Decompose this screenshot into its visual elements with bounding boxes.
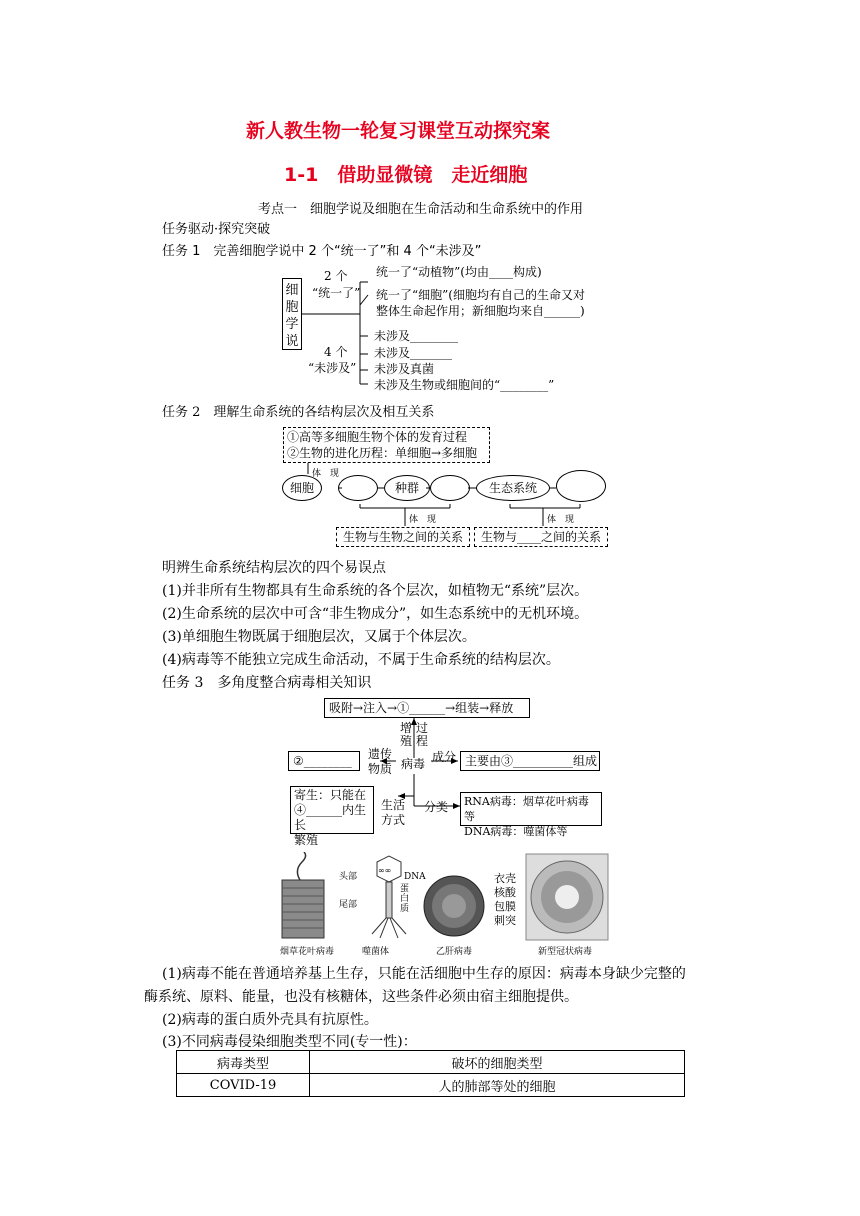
reflect-label-top: 体 现 bbox=[312, 469, 340, 479]
svg-text:∞∞: ∞∞ bbox=[378, 866, 392, 875]
miss-item-1: 未涉及________ bbox=[374, 329, 459, 343]
relation-bio-env: 生物与____之间的关系 bbox=[474, 527, 608, 547]
tip-4: (4)病毒等不能独立完成生命活动，不属于生命系统的结构层次。 bbox=[162, 652, 560, 668]
composition-label: 成分 bbox=[432, 750, 457, 764]
table-header: 破坏的细胞类型 bbox=[310, 1051, 685, 1074]
miss-item-3: 未涉及真菌 bbox=[374, 362, 435, 376]
level-population: 种群 bbox=[384, 475, 430, 501]
tips-title: 明辨生命系统结构层次的四个易误点 bbox=[162, 560, 386, 576]
tip-1: (1)并非所有生物都具有生命系统的各个层次，如植物无“系统”层次。 bbox=[162, 583, 589, 599]
table-header: 病毒类型 bbox=[177, 1051, 310, 1074]
label-tail: 尾部 bbox=[339, 900, 358, 910]
reflect-label-right: 体 现 bbox=[547, 515, 575, 525]
page-subtitle: 1-1 借助显微镜 走近细胞 bbox=[284, 164, 528, 186]
level-blank-3 bbox=[556, 470, 606, 502]
genetic-material-label: 遗传物质 bbox=[368, 747, 393, 776]
task1-title: 任务 1 完善细胞学说中 2 个“统一了”和 4 个“未涉及” bbox=[162, 244, 482, 259]
para-3: (3)不同病毒侵染细胞类型不同(专一性)： bbox=[162, 1034, 417, 1050]
evolution-note: ②生物的进化历程：单细胞→多细胞 bbox=[287, 446, 478, 460]
para-1a: (1)病毒不能在普通培养基上生存，只能在活细胞中生存的原因：病毒本身缺少完整的 bbox=[162, 966, 686, 982]
unify-label: “统一了” bbox=[312, 286, 361, 300]
level-blank-1 bbox=[338, 475, 378, 501]
label-dna: DNA bbox=[404, 872, 426, 882]
unify-item-2a: 统一了“细胞”(细胞均有自己的生命又对 bbox=[376, 288, 585, 302]
parasite-line-1: 寄生：只能在 bbox=[294, 788, 367, 802]
reflect-label-left: 体 现 bbox=[409, 515, 437, 525]
level-ecosystem: 生态系统 bbox=[476, 475, 550, 501]
hbv-illustration bbox=[424, 876, 484, 936]
drive-heading: 任务驱动·探究突破 bbox=[162, 222, 271, 237]
label-nucleic: 核酸 bbox=[494, 886, 516, 899]
composition-box: 主要由③__________组成 bbox=[460, 751, 600, 771]
cell-theory-root: 细胞学说 bbox=[282, 278, 302, 350]
virus-illustrations bbox=[272, 852, 616, 944]
miss-item-2: 未涉及_______ bbox=[374, 346, 453, 360]
virus-center: 病毒 bbox=[401, 757, 426, 771]
unify-item-2b: 整体生命起作用；新细胞均来自______) bbox=[376, 304, 585, 318]
increase-label: 增殖 bbox=[400, 721, 413, 748]
caption-tmv: 烟草花叶病毒 bbox=[280, 947, 335, 957]
para-2: (2)病毒的蛋白质外壳具有抗原性。 bbox=[162, 1012, 378, 1028]
label-spike: 刺突 bbox=[494, 914, 516, 927]
tip-2: (2)生命系统的层次中可含“非生物成分”，如生态系统中的无机环境。 bbox=[162, 606, 589, 622]
life-style-label: 生活方式 bbox=[381, 798, 406, 827]
level-cell: 细胞 bbox=[282, 475, 322, 501]
table-cell: COVID-19 bbox=[177, 1074, 310, 1097]
process-label: 过程 bbox=[416, 721, 429, 748]
label-envelope: 衣壳 bbox=[494, 872, 516, 885]
genetic-material-blank: ②________ bbox=[288, 751, 360, 771]
table-header-row bbox=[177, 1051, 685, 1074]
parasite-line-3: 繁殖 bbox=[294, 833, 319, 847]
level-blank-2 bbox=[430, 475, 470, 501]
covid-illustration bbox=[526, 854, 608, 940]
task2-title: 任务 2 理解生命系统的各结构层次及相互关系 bbox=[162, 405, 435, 420]
label-protein: 蛋白质 bbox=[400, 884, 410, 914]
table-cell: 人的肺部等处的细胞 bbox=[310, 1074, 685, 1097]
task3-title: 任务 3 多角度整合病毒相关知识 bbox=[162, 675, 372, 691]
rna-virus: RNA病毒：烟草花叶病毒等 bbox=[464, 795, 589, 823]
section-heading: 考点一 细胞学说及细胞在生命活动和生命系统中的作用 bbox=[258, 202, 584, 217]
caption-covid: 新型冠状病毒 bbox=[538, 947, 593, 957]
development-note: ①高等多细胞生物个体的发育过程 bbox=[287, 430, 468, 444]
tip-3: (3)单细胞生物既属于细胞层次，又属于个体层次。 bbox=[162, 629, 476, 645]
label-head: 头部 bbox=[339, 872, 358, 882]
label-membrane: 包膜 bbox=[494, 900, 516, 913]
miss-count: 4 个 bbox=[324, 345, 348, 359]
miss-label: “未涉及” bbox=[308, 361, 357, 375]
unify-item-1: 统一了“动植物”(均由____构成) bbox=[376, 265, 542, 279]
reproduction-box: 吸附→注入→①______→组装→释放 bbox=[324, 698, 530, 718]
caption-hbv: 乙肝病毒 bbox=[436, 947, 473, 957]
table-row bbox=[177, 1074, 685, 1097]
para-1b: 酶系统、原料、能量，也没有核糖体，这些条件必须由宿主细胞提供。 bbox=[144, 989, 578, 1005]
classification-label: 分类 bbox=[424, 800, 449, 814]
caption-phage: 噬菌体 bbox=[362, 947, 390, 957]
tmv-illustration bbox=[282, 852, 324, 938]
miss-item-4: 未涉及生物或细胞间的“________” bbox=[374, 378, 555, 392]
dna-virus: DNA病毒：噬菌体等 bbox=[464, 825, 568, 838]
page-title: 新人教生物一轮复习课堂互动探究案 bbox=[246, 120, 551, 142]
relation-bio-bio: 生物与生物之间的关系 bbox=[336, 527, 470, 547]
parasite-line-2: ④______内生长 bbox=[294, 803, 367, 832]
virus-cell-table bbox=[176, 1050, 685, 1097]
unify-count: 2 个 bbox=[324, 269, 348, 283]
